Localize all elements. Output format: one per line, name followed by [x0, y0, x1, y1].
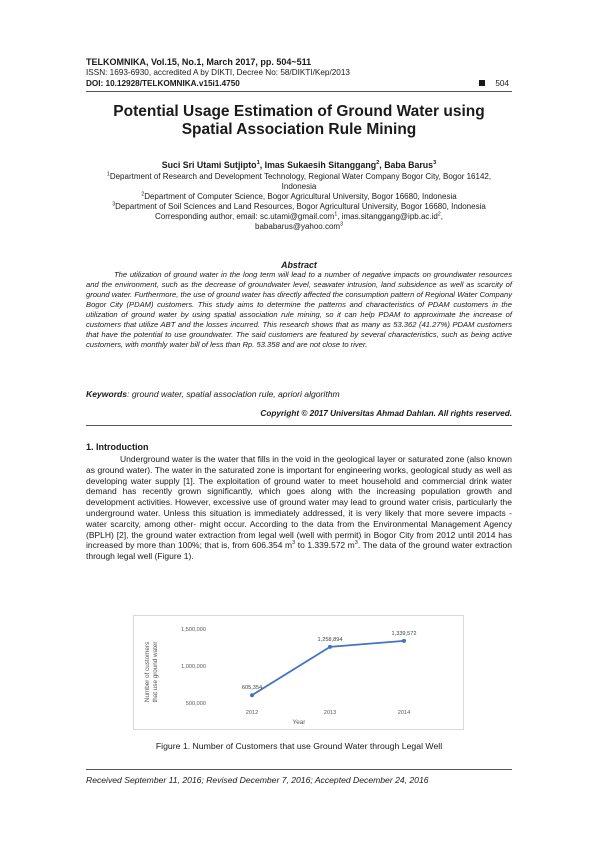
- affiliations: [100, 172, 498, 232]
- intro-paragraph: Underground water is the water that fills in the void in the geological layer or saturated zone (also known as ground water). The water in the saturated zone is important for engineering works, geological study as well as developing water supply [1]. The exploitation of ground water to meet household and commercial drink water demand has recently grown significantly, which goes along with the increasing population growth and development activities. However, excessive use of ground water may lead to ground water crisis, particularly the underground water. Unless this situation is immediately addressed, it is very likely that more severe impacts -water scarcity, among other- might occur. According to the data from the Environmental Management Agency (BPLH) [2], the ground water extraction from legal well (well with permit) in Bogor City from 2012 until 2014 has increased by more than 100%; that is, from 606.354 $m^3$ to 1.339.572 $m^3$. The data of the ground water extraction through legal well (Figure 1).: [86, 454, 512, 562]
- section-rule: [86, 425, 512, 426]
- x-tick-label: 2012: [245, 710, 259, 716]
- issn-line: ISSN: 1693-6930, accredited A by DIKTI, Decree No: 58/DIKTI/Kep/2013: [86, 68, 350, 77]
- author-sup: 1: [256, 160, 260, 167]
- email-link[interactable]: imas.sitanggang@ipb.ac.id: [341, 212, 438, 221]
- keywords-label: Keywords: [86, 389, 128, 399]
- page-marker-icon: [479, 80, 485, 86]
- figure-1-chart: [133, 615, 464, 730]
- abstract-body: The utilization of ground water in the long term will lead to a number of negative impacts on groundwater resources and the environment, such as the decrease of groundwater level, seawater intrusion, land subsidence as well as scarcity of ground water. Furthermore, the use of ground water has directly affected the consumption pattern of Regional Water Company Bogor City (PDAM) customers. This study aims to determine the patterns and characteristics of PDAM customers in the utilization of ground water by using spatial association rule mining, so it can help PDAM to approximate the increase of customers that utilize ABT and the losses incurred. This research shows that as many as 53.362 (41.27%) PDAM customers that have the potential to use groundwater. The said customers are featured by several characteristics, such as being active customers, with monthly water bill of less than Rp. 53.358 and are not close to river.: [86, 270, 512, 349]
- received-dates: Received September 11, 2016; Revised December 7, 2016; Accepted December 24, 2016: [86, 775, 429, 785]
- data-label: 605,354: [241, 685, 263, 692]
- y-tick-label: 1,500,000: [181, 627, 206, 633]
- x-tick-label: 2013: [323, 710, 337, 716]
- y-axis-label-line2: that use ground water: [152, 641, 159, 703]
- data-point: [328, 645, 332, 649]
- affiliation: $^2$Department of Computer Science, Bogor Agricultural University, Bogor 16680, Indonesia: [141, 191, 457, 201]
- section-heading: 1. Introduction: [86, 442, 149, 452]
- author-name: Suci Sri Utami Sutjipto: [161, 160, 257, 170]
- email-link[interactable]: sc.utami@gmail.com: [259, 212, 335, 221]
- doi-line: DOI: 10.12928/TELKOMNIKA.v15i1.4750: [86, 79, 240, 88]
- affiliation: $^1$Department of Research and Development Technology, Regional Water Company Bogor City, Bogor 16142, Indonesia: [106, 171, 492, 191]
- header-rule: [86, 91, 512, 92]
- page-number-text: 504: [495, 79, 509, 88]
- keywords-text: : ground water, spatial association rule, apriori algorithm: [127, 389, 340, 399]
- data-point: [402, 639, 406, 643]
- author-sup: 2: [376, 160, 380, 167]
- y-tick-label: 500,000: [185, 701, 206, 707]
- corresponding-author: Corresponding author, email: sc.utami@gmail.com$^1$, $imas.sitanggang@ipb.ac.id^2$, bababarus@yahoo.com$^3$: [155, 211, 443, 231]
- y-axis-label-line1: Number of customers: [144, 641, 151, 703]
- line-chart: [134, 616, 463, 729]
- paper-title: Potential Usage Estimation of Ground Water using Spatial Association Rule Mining: [113, 103, 485, 138]
- abstract-heading: Abstract: [281, 260, 317, 270]
- author-name: Baba Barus: [384, 160, 434, 170]
- author-sup: 3: [433, 160, 437, 167]
- footer-rule: [86, 769, 512, 770]
- journal-line: TELKOMNIKA, Vol.15, No.1, March 2017, pp. 504~511: [86, 57, 312, 67]
- copyright: Copyright © 2017 Universitas Ahmad Dahlan. All rights reserved.: [260, 409, 512, 418]
- data-label: 1,339,572: [391, 630, 417, 637]
- x-tick-label: 2014: [397, 710, 411, 716]
- figure-caption: Figure 1. Number of Customers that use Ground Water through Legal Well: [155, 741, 443, 751]
- keywords: [86, 389, 512, 399]
- series-line: [252, 641, 404, 695]
- email-link[interactable]: bababarus@yahoo.com: [255, 222, 341, 231]
- affiliation: $^3$Department of Soil Sciences and Land Resources, Bogor Agricultural University, Bogor 16680, Indonesia: [112, 201, 486, 211]
- page-number: [479, 79, 509, 88]
- x-axis-label: Year: [292, 719, 306, 726]
- author-name: Imas Sukaesih Sitanggang: [264, 160, 377, 170]
- author-list: Suci Sri Utami Sutjipto$^1$, Imas Sukaesih Sitanggang$^2$, Baba Barus$^3$: [161, 160, 437, 170]
- data-label: 1,258,894: [317, 636, 343, 643]
- y-tick-label: 1,000,000: [181, 664, 206, 670]
- y-axis-title: [144, 642, 159, 703]
- data-point: [250, 693, 254, 697]
